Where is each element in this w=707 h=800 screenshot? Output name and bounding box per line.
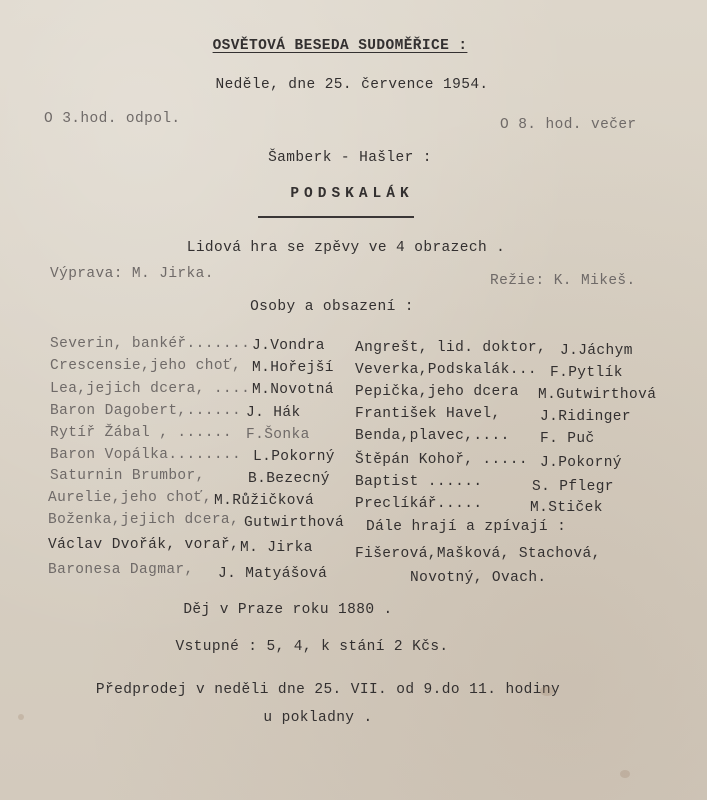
- cast-role: Crescensie,jeho choť,: [50, 358, 242, 374]
- cast-role: Štěpán Kohoř, .....: [355, 452, 528, 468]
- scenery-credit: Výprava: M. Jirka.: [50, 266, 214, 282]
- cast-role: Boženka,jejich dcera,: [48, 512, 240, 528]
- cast-actor: Gutwirthová: [244, 515, 345, 531]
- cast-actor: F. Puč: [540, 431, 595, 447]
- cast-role: Saturnin Brumbor,: [50, 468, 205, 484]
- document-title: OSVĚTOVÁ BESEDA SUDOMĚŘICE :: [212, 38, 468, 54]
- play-name: PODSKALÁK: [290, 186, 414, 202]
- cast-actor: J. Hák: [246, 405, 301, 421]
- cast-role: Veverka,Podskalák...: [355, 362, 538, 378]
- cast-actor: B.Bezecný: [248, 471, 330, 487]
- performance-date: Neděle, dne 25. července 1954.: [215, 77, 489, 93]
- setting-line: Děj v Praze roku 1880 .: [183, 602, 393, 618]
- cast-role: Baron Dagobert,......: [50, 403, 242, 419]
- also-performing-line2: Novotný, Ovach.: [410, 570, 547, 586]
- presale-line2: u pokladny .: [263, 710, 373, 726]
- title-rule: [258, 216, 414, 218]
- stain-mark: [18, 714, 24, 720]
- cast-role: Baronesa Dagmar,: [48, 562, 194, 578]
- stain-mark: [620, 770, 630, 778]
- cast-role: Angrešt, lid. doktor,: [355, 340, 547, 356]
- evening-time: O 8. hod. večer: [500, 117, 637, 133]
- cast-actor: L.Pokorný: [253, 449, 335, 465]
- play-authors: Šamberk - Hašler :: [268, 150, 432, 166]
- cast-role: Baptist ......: [355, 474, 483, 490]
- cast-role: Baron Vopálka........: [50, 447, 242, 463]
- cast-role: Preclíkář.....: [355, 496, 483, 512]
- presale-line1: Předprodej v neděli dne 25. VII. od 9.do 11. hodiny: [95, 682, 561, 698]
- cast-actor: J.Jáchym: [560, 343, 633, 359]
- cast-heading: Osoby a obsazení :: [250, 299, 414, 315]
- cast-role: Benda,plavec,....: [355, 428, 510, 444]
- cast-actor: F.Šonka: [246, 427, 310, 443]
- cast-actor: M.Stiček: [530, 500, 603, 516]
- admission-line: Vstupné : 5, 4, k stání 2 Kčs.: [175, 639, 449, 655]
- cast-actor: M.Novotná: [252, 382, 334, 398]
- cast-role: Pepička,jeho dcera: [355, 384, 519, 400]
- cast-role: Severin, bankéř.......: [50, 336, 251, 352]
- cast-actor: M.Hořejší: [252, 360, 334, 376]
- cast-role: Aurelie,jeho choť,: [48, 490, 212, 506]
- cast-actor: J.Pokorný: [540, 455, 622, 471]
- cast-actor: S. Pflegr: [532, 479, 614, 495]
- play-subtitle: Lidová hra se zpěvy ve 4 obrazech .: [186, 240, 506, 256]
- cast-actor: J. Matyášová: [218, 566, 328, 582]
- cast-role: Lea,jejich dcera, ....: [50, 381, 251, 397]
- cast-actor: M. Jirka: [240, 540, 313, 556]
- cast-actor: M.Růžičková: [214, 493, 315, 509]
- cast-actor: M.Gutwirthová: [538, 387, 657, 403]
- direction-credit: Režie: K. Mikeš.: [490, 273, 636, 289]
- cast-role: Václav Dvořák, vorař,: [48, 537, 240, 553]
- cast-actor: J.Vondra: [252, 338, 325, 354]
- cast-role: Rytíř Žábal , ......: [50, 425, 233, 441]
- stain-mark: [540, 686, 554, 696]
- also-performing-line1: Fišerová,Mašková, Stachová,: [355, 546, 601, 562]
- cast-role: František Havel,: [355, 406, 501, 422]
- cast-actor: J.Ridinger: [540, 409, 632, 425]
- also-performing-heading: Dále hrají a zpívají :: [366, 519, 567, 535]
- afternoon-time: O 3.hod. odpol.: [44, 111, 181, 127]
- cast-actor: F.Pytlík: [550, 365, 623, 381]
